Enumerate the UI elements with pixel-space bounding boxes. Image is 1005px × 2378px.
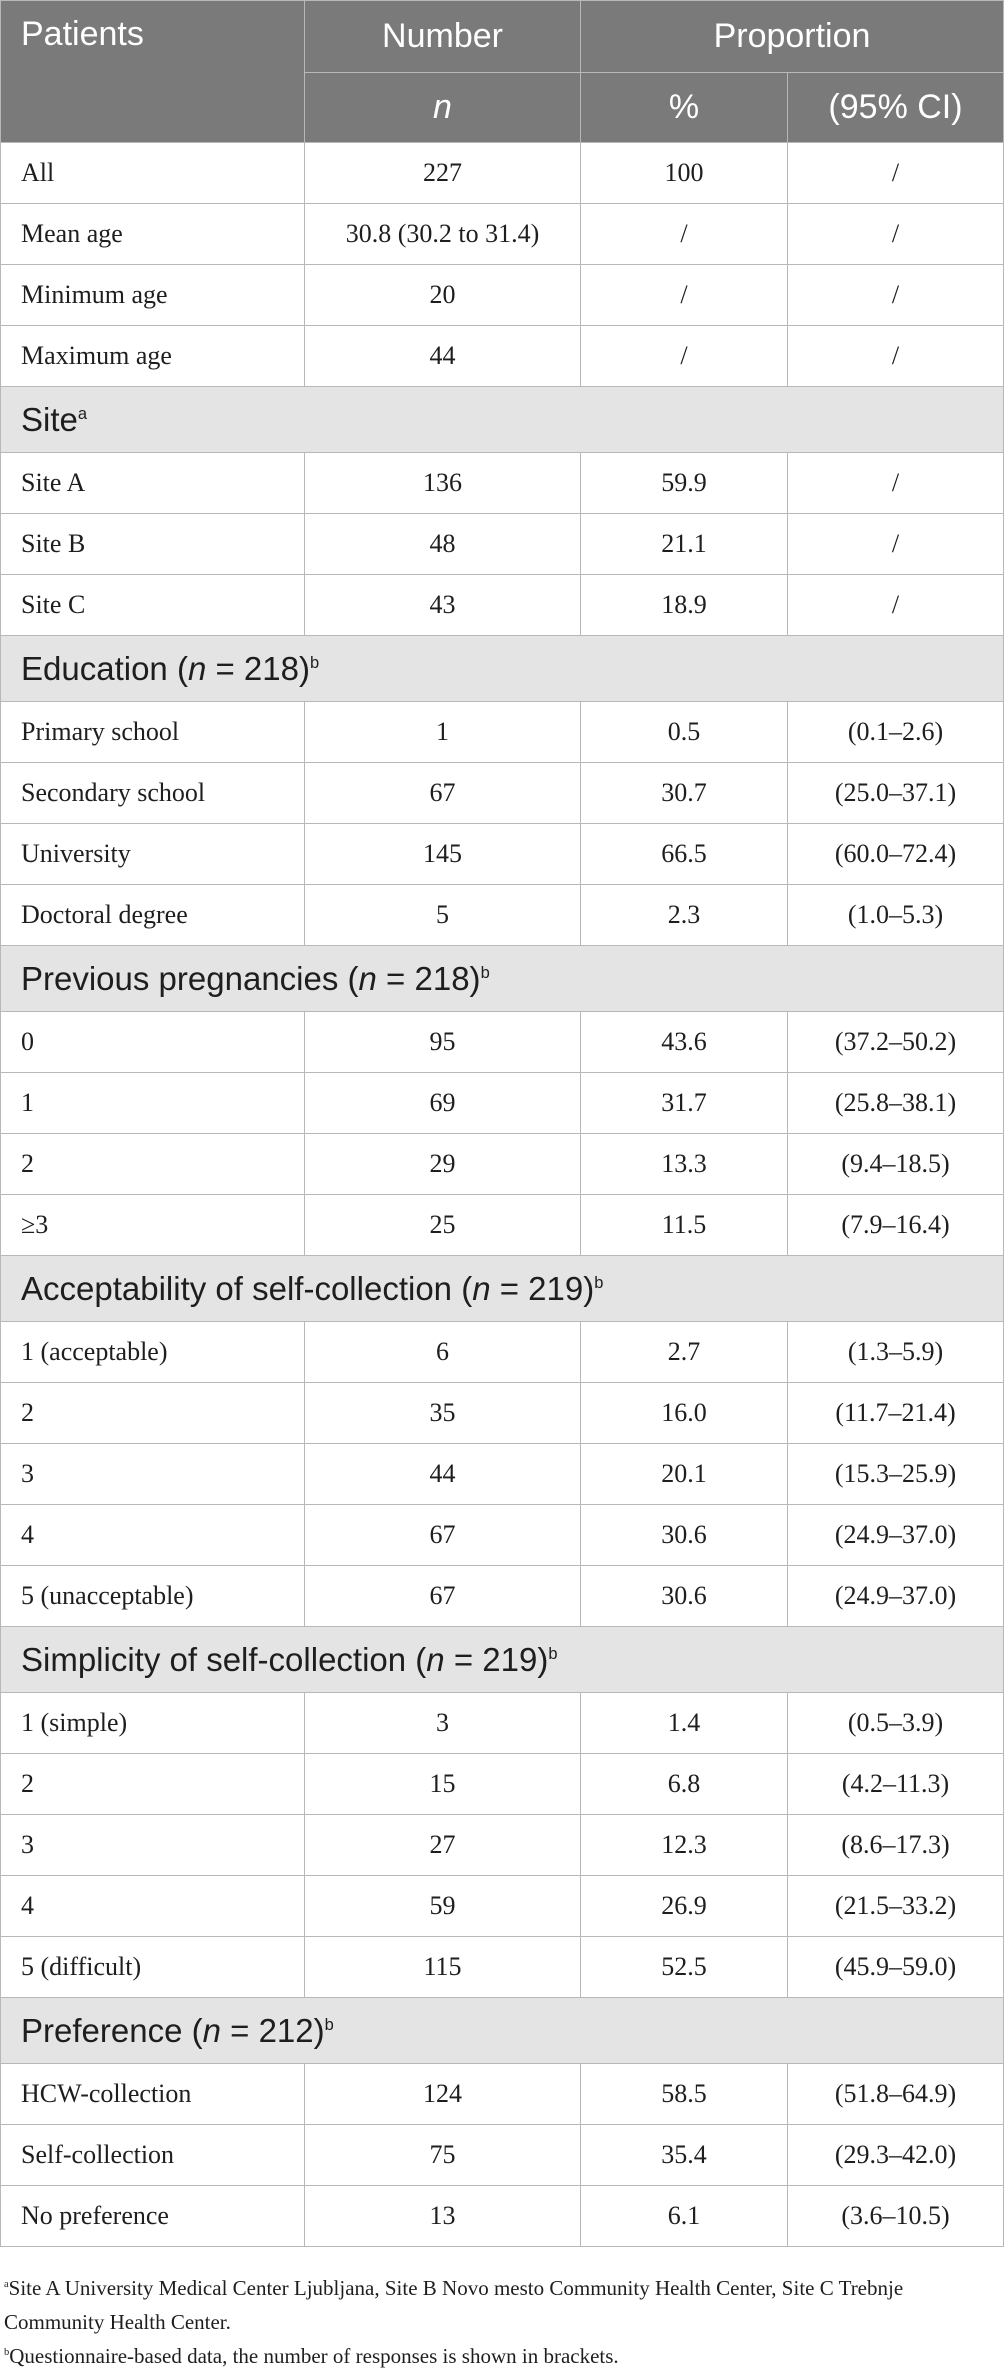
section-title-n-value: = 218) [376, 959, 481, 997]
row-label: Doctoral degree [1, 885, 305, 946]
row-label: 5 (difficult) [1, 1937, 305, 1998]
row-number: 6 [305, 1322, 581, 1383]
row-number: 48 [305, 514, 581, 575]
section-header-row [1, 387, 1004, 453]
row-label: University [1, 824, 305, 885]
row-label: HCW-collection [1, 2064, 305, 2125]
row-label: Secondary school [1, 763, 305, 824]
section-title-paren: ( [452, 1269, 473, 1307]
footnote-a-mark: a [4, 2279, 9, 2290]
table-row [1, 453, 1004, 514]
table-row [1, 2125, 1004, 2186]
row-ci: (7.9–16.4) [788, 1195, 1004, 1256]
row-percent: 66.5 [581, 824, 788, 885]
row-percent: 0.5 [581, 702, 788, 763]
section-title [1, 1256, 1004, 1322]
table-row [1, 1012, 1004, 1073]
header-ci: (95% CI) [788, 73, 1004, 143]
section-title [1, 1627, 1004, 1693]
section-title-text: Acceptability of self-collection [21, 1269, 453, 1307]
row-number: 145 [305, 824, 581, 885]
section-title-footnote-mark: a [77, 404, 88, 423]
row-ci: (9.4–18.5) [788, 1134, 1004, 1195]
row-percent: 30.6 [581, 1566, 788, 1627]
row-ci: (11.7–21.4) [788, 1383, 1004, 1444]
row-number: 29 [305, 1134, 581, 1195]
row-label: ≥3 [1, 1195, 305, 1256]
row-percent: 18.9 [581, 575, 788, 636]
row-percent: / [581, 326, 788, 387]
row-label: All [1, 143, 305, 204]
table-row [1, 1322, 1004, 1383]
table-row [1, 1134, 1004, 1195]
row-number: 59 [305, 1876, 581, 1937]
row-label: 2 [1, 1383, 305, 1444]
table-row [1, 1754, 1004, 1815]
row-ci: (60.0–72.4) [788, 824, 1004, 885]
table-row [1, 514, 1004, 575]
section-title-text: Preference [21, 2011, 183, 2049]
row-percent: 52.5 [581, 1937, 788, 1998]
table-row [1, 1505, 1004, 1566]
row-ci: (37.2–50.2) [788, 1012, 1004, 1073]
section-title [1, 1998, 1004, 2064]
table-row [1, 1383, 1004, 1444]
row-number: 5 [305, 885, 581, 946]
table-row [1, 204, 1004, 265]
row-percent: 31.7 [581, 1073, 788, 1134]
row-number: 20 [305, 265, 581, 326]
section-title-footnote-mark: b [309, 653, 320, 672]
row-number: 1 [305, 702, 581, 763]
row-label: Site C [1, 575, 305, 636]
row-ci: (4.2–11.3) [788, 1754, 1004, 1815]
row-percent: 11.5 [581, 1195, 788, 1256]
row-percent: 35.4 [581, 2125, 788, 2186]
table-row [1, 326, 1004, 387]
row-label: Primary school [1, 702, 305, 763]
row-label: Maximum age [1, 326, 305, 387]
row-number: 67 [305, 1566, 581, 1627]
row-ci: (29.3–42.0) [788, 2125, 1004, 2186]
section-title-paren: ( [338, 959, 359, 997]
row-label: Minimum age [1, 265, 305, 326]
footnote-b-mark: b [4, 2347, 10, 2358]
section-title-footnote-mark: b [594, 1273, 604, 1292]
row-percent: 6.8 [581, 1754, 788, 1815]
row-percent: 100 [581, 143, 788, 204]
row-ci: / [788, 204, 1004, 265]
table-row [1, 1444, 1004, 1505]
row-number: 44 [305, 1444, 581, 1505]
row-number: 69 [305, 1073, 581, 1134]
table-row [1, 575, 1004, 636]
row-label: 2 [1, 1134, 305, 1195]
row-label: 3 [1, 1815, 305, 1876]
row-label: 5 (unacceptable) [1, 1566, 305, 1627]
row-label: 0 [1, 1012, 305, 1073]
table-row [1, 885, 1004, 946]
row-label: 4 [1, 1876, 305, 1937]
row-percent: / [581, 265, 788, 326]
row-ci: (1.0–5.3) [788, 885, 1004, 946]
row-percent: 26.9 [581, 1876, 788, 1937]
row-ci: (3.6–10.5) [788, 2186, 1004, 2247]
row-number: 227 [305, 143, 581, 204]
table-row [1, 1693, 1004, 1754]
row-label: 3 [1, 1444, 305, 1505]
row-percent: 12.3 [581, 1815, 788, 1876]
section-header-row [1, 1627, 1004, 1693]
row-ci: / [788, 326, 1004, 387]
header-percent: % [581, 73, 788, 143]
row-number: 13 [305, 2186, 581, 2247]
header-number: Number [305, 1, 581, 73]
row-ci: (0.1–2.6) [788, 702, 1004, 763]
header-row-1 [1, 1, 1004, 73]
row-number: 115 [305, 1937, 581, 1998]
section-title-paren: ( [406, 1640, 427, 1678]
section-title-n-value: = 219) [490, 1269, 595, 1307]
section-header-row [1, 636, 1004, 702]
row-percent: / [581, 204, 788, 265]
section-title-n-value: = 218) [206, 649, 310, 687]
section-title-n-symbol: n [202, 2011, 221, 2049]
section-title-text: Previous pregnancies [21, 959, 339, 997]
row-percent: 43.6 [581, 1012, 788, 1073]
row-number: 15 [305, 1754, 581, 1815]
row-percent: 59.9 [581, 453, 788, 514]
row-number: 124 [305, 2064, 581, 2125]
row-number: 27 [305, 1815, 581, 1876]
row-percent: 13.3 [581, 1134, 788, 1195]
row-ci: / [788, 453, 1004, 514]
table-row [1, 1566, 1004, 1627]
row-percent: 2.7 [581, 1322, 788, 1383]
row-ci: (51.8–64.9) [788, 2064, 1004, 2125]
row-label: Mean age [1, 204, 305, 265]
row-number: 67 [305, 1505, 581, 1566]
section-title-footnote-mark: b [548, 1644, 558, 1663]
section-header-row [1, 946, 1004, 1012]
table-header [1, 1, 1004, 143]
table-row [1, 1815, 1004, 1876]
row-percent: 1.4 [581, 1693, 788, 1754]
row-ci: (24.9–37.0) [788, 1505, 1004, 1566]
row-ci: (25.0–37.1) [788, 763, 1004, 824]
row-ci: / [788, 143, 1004, 204]
section-header-row [1, 1998, 1004, 2064]
section-title-footnote-mark: b [480, 963, 490, 982]
table-row [1, 763, 1004, 824]
section-title [1, 946, 1004, 1012]
row-number: 136 [305, 453, 581, 514]
table-row [1, 1073, 1004, 1134]
section-title-text: Education [21, 649, 168, 687]
row-ci: / [788, 514, 1004, 575]
row-percent: 21.1 [581, 514, 788, 575]
section-title-text: Site [21, 400, 78, 438]
header-n: n [305, 73, 581, 143]
table-row [1, 2064, 1004, 2125]
row-ci: / [788, 265, 1004, 326]
row-ci: (45.9–59.0) [788, 1937, 1004, 1998]
footnotes [0, 2247, 1005, 2373]
row-percent: 30.6 [581, 1505, 788, 1566]
section-title-text: Simplicity of self-collection [21, 1640, 407, 1678]
row-label: Self-collection [1, 2125, 305, 2186]
table-row [1, 143, 1004, 204]
row-number: 30.8 (30.2 to 31.4) [305, 204, 581, 265]
table-row [1, 1937, 1004, 1998]
row-number: 67 [305, 763, 581, 824]
table-row [1, 824, 1004, 885]
row-ci: (21.5–33.2) [788, 1876, 1004, 1937]
row-percent: 20.1 [581, 1444, 788, 1505]
row-percent: 16.0 [581, 1383, 788, 1444]
row-ci: (24.9–37.0) [788, 1566, 1004, 1627]
row-number: 25 [305, 1195, 581, 1256]
section-title [1, 636, 1004, 702]
row-label: 1 [1, 1073, 305, 1134]
table-row [1, 1876, 1004, 1937]
row-number: 75 [305, 2125, 581, 2186]
row-percent: 58.5 [581, 2064, 788, 2125]
section-title-n-value: = 219) [444, 1640, 549, 1678]
footnote-a [4, 2271, 1001, 2339]
section-title [1, 387, 1004, 453]
row-percent: 30.7 [581, 763, 788, 824]
row-label: 1 (simple) [1, 1693, 305, 1754]
row-label: No preference [1, 2186, 305, 2247]
section-title-paren: ( [167, 649, 188, 687]
row-label: Site A [1, 453, 305, 514]
row-number: 95 [305, 1012, 581, 1073]
section-title-n-value: = 212) [220, 2011, 325, 2049]
row-label: 1 (acceptable) [1, 1322, 305, 1383]
section-header-row [1, 1256, 1004, 1322]
section-title-n-symbol: n [358, 959, 377, 997]
header-patients: Patients [1, 1, 305, 143]
table-row [1, 265, 1004, 326]
section-title-footnote-mark: b [324, 2015, 334, 2034]
row-ci: (8.6–17.3) [788, 1815, 1004, 1876]
footnote-b-text: Questionnaire-based data, the number of responses is shown in brackets. [9, 2344, 619, 2368]
table-row [1, 2186, 1004, 2247]
row-percent: 2.3 [581, 885, 788, 946]
section-title-n-symbol: n [426, 1640, 445, 1678]
row-label: 4 [1, 1505, 305, 1566]
row-label: 2 [1, 1754, 305, 1815]
section-title-n-symbol: n [187, 649, 207, 687]
row-number: 43 [305, 575, 581, 636]
header-proportion: Proportion [581, 1, 1004, 73]
row-number: 35 [305, 1383, 581, 1444]
footnote-a-text: Site A University Medical Center Ljubljana, Site B Novo mesto Community Health Center, Site C Trebnje Community Health Center. [4, 2276, 904, 2334]
section-title-n-symbol: n [472, 1269, 491, 1307]
footnote-b [4, 2339, 1001, 2373]
row-ci: / [788, 575, 1004, 636]
table-row [1, 702, 1004, 763]
row-label: Site B [1, 514, 305, 575]
table-body [1, 143, 1004, 2247]
table-row [1, 1195, 1004, 1256]
row-ci: (25.8–38.1) [788, 1073, 1004, 1134]
row-percent: 6.1 [581, 2186, 788, 2247]
row-ci: (0.5–3.9) [788, 1693, 1004, 1754]
row-number: 3 [305, 1693, 581, 1754]
row-ci: (15.3–25.9) [788, 1444, 1004, 1505]
row-number: 44 [305, 326, 581, 387]
row-ci: (1.3–5.9) [788, 1322, 1004, 1383]
section-title-paren: ( [182, 2011, 203, 2049]
